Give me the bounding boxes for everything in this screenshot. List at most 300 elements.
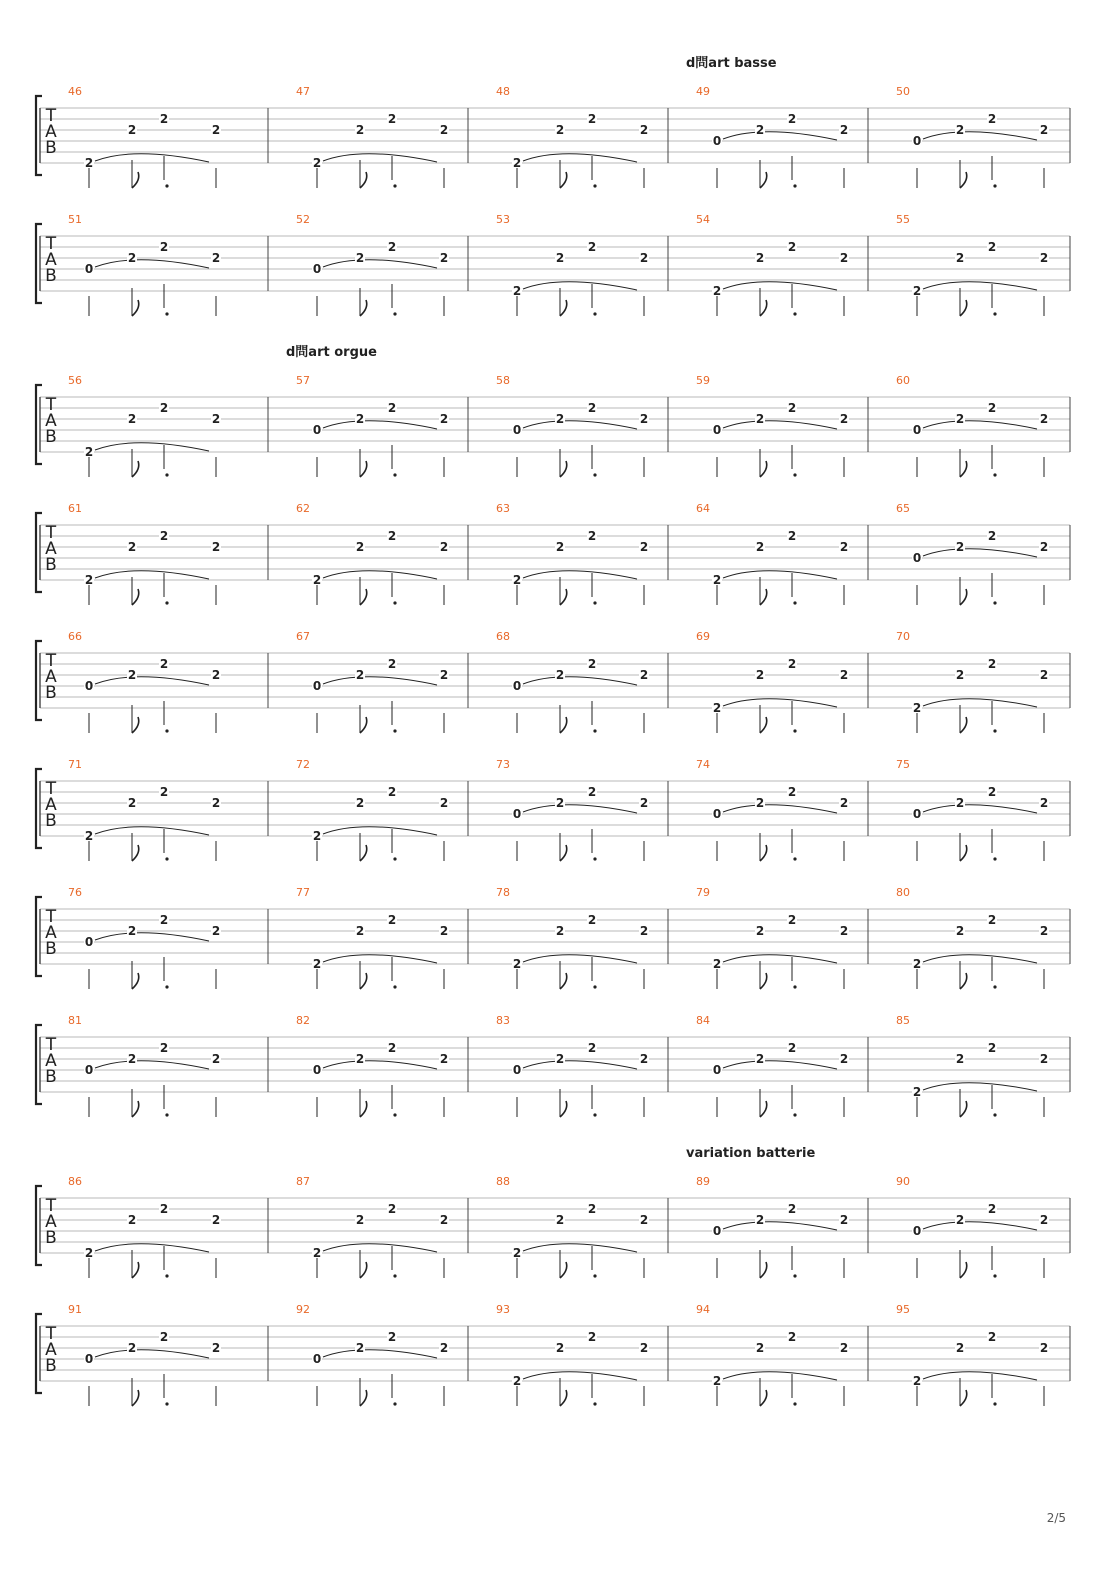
tab-clef-letter: T [45,234,57,254]
tab-clef-letter: A [45,539,57,559]
eighth-flag [132,172,139,188]
slur [723,955,837,963]
augmentation-dot [793,729,796,732]
fret-number: 2 [355,1341,365,1355]
measure [896,630,1049,733]
augmentation-dot [993,1402,996,1405]
measure [68,213,221,316]
fret-number: 2 [355,1052,365,1066]
fret-number: 2 [639,924,649,938]
measure-number: 60 [896,374,910,387]
fret-number: 2 [211,796,221,810]
fret-number: 2 [639,540,649,554]
fret-number: 2 [1039,251,1049,265]
slur [523,955,637,963]
fret-number: 2 [512,284,522,298]
measure [496,502,649,605]
fret-number: 2 [755,123,765,137]
tab-clef-letter: B [45,1228,57,1248]
measure [296,502,449,605]
fret-number: 2 [755,1213,765,1227]
fret-number: 2 [555,540,565,554]
fret-number: 2 [712,957,722,971]
fret-number: 2 [712,284,722,298]
fret-number: 2 [712,1374,722,1388]
slur [323,955,437,963]
fret-number: 2 [211,251,221,265]
eighth-flag [360,717,367,733]
fret-number: 2 [512,156,522,170]
fret-number: 2 [755,251,765,265]
augmentation-dot [793,985,796,988]
fret-number: 2 [439,924,449,938]
fret-number: 2 [555,1213,565,1227]
fret-number: 2 [555,412,565,426]
fret-number: 2 [787,1202,797,1216]
augmentation-dot [993,312,996,315]
fret-number: 2 [127,123,137,137]
tab-system [36,345,1070,477]
measure [296,1303,449,1406]
fret-number: 2 [955,796,965,810]
fret-number: 2 [987,1202,997,1216]
fret-number: 2 [1039,1052,1049,1066]
fret-number: 2 [211,924,221,938]
augmentation-dot [393,312,396,315]
fret-number: 2 [439,668,449,682]
measure [496,374,649,477]
fret-number: 2 [127,1213,137,1227]
fret-number: 2 [1039,796,1049,810]
fret-number: 2 [755,1341,765,1355]
eighth-flag [360,589,367,605]
augmentation-dot [793,601,796,604]
measure [68,85,221,188]
augmentation-dot [593,601,596,604]
fret-number: 2 [355,924,365,938]
tab-clef-letter: B [45,266,57,286]
fret-number: 2 [439,1213,449,1227]
eighth-flag [960,172,967,188]
fret-number: 0 [912,134,922,148]
eighth-flag [760,1390,767,1406]
measure [896,374,1049,477]
eighth-flag [560,461,567,477]
fret-number: 2 [587,657,597,671]
fret-number: 0 [84,679,94,693]
measure-number: 47 [296,85,310,98]
measure [496,1175,649,1278]
fret-number: 2 [127,1341,137,1355]
measure [68,1303,221,1406]
eighth-flag [132,300,139,316]
measure [68,886,221,989]
fret-number: 2 [987,785,997,799]
fret-number: 2 [439,796,449,810]
fret-number: 2 [839,924,849,938]
fret-number: 0 [712,1063,722,1077]
fret-number: 2 [839,251,849,265]
fret-number: 2 [839,412,849,426]
fret-number: 2 [1039,540,1049,554]
slur [723,699,837,707]
eighth-flag [560,589,567,605]
slur [723,805,837,813]
slur [723,421,837,429]
measure-number: 59 [696,374,710,387]
augmentation-dot [393,184,396,187]
augmentation-dot [593,1274,596,1277]
measure-number: 83 [496,1014,510,1027]
measure [68,758,221,861]
measure-number: 73 [496,758,510,771]
slur [723,1222,837,1230]
augmentation-dot [793,184,796,187]
fret-number: 2 [755,540,765,554]
slur [923,1222,1037,1230]
fret-number: 2 [159,112,169,126]
augmentation-dot [793,312,796,315]
slur [923,1083,1037,1091]
eighth-flag [960,461,967,477]
fret-number: 2 [712,701,722,715]
measure [296,758,449,861]
fret-number: 0 [712,807,722,821]
fret-number: 2 [387,529,397,543]
eighth-flag [132,1262,139,1278]
fret-number: 2 [839,1052,849,1066]
measure [696,502,849,605]
slur [95,827,209,835]
measure-number: 78 [496,886,510,899]
fret-number: 2 [159,1330,169,1344]
eighth-flag [132,1101,139,1117]
measure [496,886,649,989]
fret-number: 2 [987,529,997,543]
eighth-flag [960,1262,967,1278]
measure-number: 64 [696,502,710,515]
fret-number: 2 [587,785,597,799]
measure-number: 70 [896,630,910,643]
fret-number: 2 [639,1341,649,1355]
measure [496,1014,649,1117]
measure-number: 94 [696,1303,710,1316]
augmentation-dot [165,1402,168,1405]
eighth-flag [360,1390,367,1406]
slur [523,805,637,813]
fret-number: 2 [439,1052,449,1066]
fret-number: 2 [955,123,965,137]
eighth-flag [360,1101,367,1117]
fret-number: 0 [912,1224,922,1238]
augmentation-dot [593,1113,596,1116]
slur [95,154,209,162]
augmentation-dot [393,985,396,988]
fret-number: 0 [312,1352,322,1366]
eighth-flag [132,1390,139,1406]
fret-number: 2 [127,540,137,554]
augmentation-dot [593,312,596,315]
eighth-flag [560,845,567,861]
slur [923,421,1037,429]
fret-number: 2 [587,1041,597,1055]
fret-number: 2 [387,1330,397,1344]
slur [95,571,209,579]
augmentation-dot [993,857,996,860]
measure-number: 58 [496,374,510,387]
section-label: variation batterie [686,1146,816,1161]
measure-number: 84 [696,1014,710,1027]
fret-number: 2 [387,657,397,671]
fret-number: 2 [159,240,169,254]
tab-system [36,56,1070,188]
measure [296,886,449,989]
slur [523,154,637,162]
fret-number: 2 [987,401,997,415]
fret-number: 2 [587,1202,597,1216]
measure-number: 67 [296,630,310,643]
fret-number: 0 [912,551,922,565]
eighth-flag [132,845,139,861]
fret-number: 2 [839,796,849,810]
tab-clef-letter: B [45,683,57,703]
fret-number: 2 [839,540,849,554]
slur [95,1350,209,1358]
slur [923,1372,1037,1380]
eighth-flag [760,300,767,316]
measure [896,213,1049,316]
fret-number: 2 [355,540,365,554]
slur [723,132,837,140]
fret-number: 2 [439,540,449,554]
eighth-flag [560,717,567,733]
augmentation-dot [793,1402,796,1405]
slur [923,282,1037,290]
fret-number: 2 [987,240,997,254]
fret-number: 2 [555,668,565,682]
measure [296,213,449,316]
fret-number: 2 [159,1202,169,1216]
eighth-flag [560,1262,567,1278]
measure [896,1175,1049,1278]
tab-clef-letter: B [45,138,57,158]
tab-clef-letter: A [45,1212,57,1232]
fret-number: 2 [312,573,322,587]
fret-number: 2 [159,785,169,799]
fret-number: 2 [211,123,221,137]
fret-number: 2 [639,796,649,810]
fret-number: 2 [84,573,94,587]
fret-number: 2 [755,412,765,426]
fret-number: 2 [312,957,322,971]
tab-clef-letter: T [45,779,57,799]
tab-clef-letter: A [45,795,57,815]
fret-number: 2 [84,829,94,843]
slur [923,955,1037,963]
measure [68,374,221,477]
tab-system [36,1303,1070,1406]
measure-number: 68 [496,630,510,643]
fret-number: 2 [787,1041,797,1055]
eighth-flag [360,300,367,316]
fret-number: 2 [955,1213,965,1227]
measure-number: 69 [696,630,710,643]
slur [523,677,637,685]
tab-clef-letter: T [45,651,57,671]
fret-number: 2 [955,1341,965,1355]
eighth-flag [132,717,139,733]
measure [896,1014,1049,1117]
tab-clef-letter: A [45,250,57,270]
measure-number: 61 [68,502,82,515]
slur [523,421,637,429]
measure-number: 66 [68,630,82,643]
measure-number: 79 [696,886,710,899]
fret-number: 2 [84,445,94,459]
fret-number: 2 [555,1052,565,1066]
tab-clef-letter: B [45,939,57,959]
tab-system [36,1014,1070,1117]
eighth-flag [760,845,767,861]
eighth-flag [960,845,967,861]
fret-number: 2 [211,668,221,682]
slur [95,1061,209,1069]
tab-clef-letter: A [45,667,57,687]
fret-number: 2 [787,112,797,126]
tab-clef-letter: A [45,411,57,431]
fret-number: 0 [712,1224,722,1238]
measure [896,502,1049,605]
fret-number: 2 [127,924,137,938]
tab-clef-letter: B [45,555,57,575]
eighth-flag [760,1262,767,1278]
eighth-flag [760,1101,767,1117]
measure [68,1175,221,1278]
fret-number: 2 [312,1246,322,1260]
measure-number: 63 [496,502,510,515]
measure [296,85,449,188]
fret-number: 2 [159,1041,169,1055]
slur [523,1061,637,1069]
fret-number: 2 [912,284,922,298]
fret-number: 2 [787,657,797,671]
fret-number: 2 [912,1085,922,1099]
fret-number: 0 [712,134,722,148]
fret-number: 2 [84,1246,94,1260]
measure-number: 49 [696,85,710,98]
fret-number: 2 [587,913,597,927]
tab-system [36,758,1070,861]
measure [696,374,849,477]
slur [95,443,209,451]
tab-clef-letter: A [45,923,57,943]
eighth-flag [360,845,367,861]
augmentation-dot [993,1274,996,1277]
fret-number: 2 [787,1330,797,1344]
fret-number: 0 [84,935,94,949]
measure [296,374,449,477]
measure-number: 54 [696,213,710,226]
fret-number: 2 [787,401,797,415]
fret-number: 2 [387,112,397,126]
fret-number: 2 [839,123,849,137]
fret-number: 0 [512,1063,522,1077]
eighth-flag [760,172,767,188]
augmentation-dot [793,857,796,860]
slur [323,154,437,162]
eighth-flag [560,1390,567,1406]
measure-number: 95 [896,1303,910,1316]
fret-number: 2 [712,573,722,587]
fret-number: 2 [512,1246,522,1260]
eighth-flag [560,300,567,316]
measure-number: 50 [896,85,910,98]
measure-number: 90 [896,1175,910,1188]
fret-number: 2 [555,123,565,137]
fret-number: 2 [355,796,365,810]
augmentation-dot [993,473,996,476]
augmentation-dot [993,985,996,988]
fret-number: 2 [387,913,397,927]
augmentation-dot [165,312,168,315]
measure [896,758,1049,861]
measure [696,630,849,733]
slur [523,571,637,579]
augmentation-dot [593,473,596,476]
measure-number: 93 [496,1303,510,1316]
eighth-flag [760,461,767,477]
measure-number: 89 [696,1175,710,1188]
augmentation-dot [593,184,596,187]
measure [496,758,649,861]
fret-number: 2 [555,924,565,938]
measure-number: 76 [68,886,82,899]
fret-number: 2 [312,829,322,843]
measure-number: 57 [296,374,310,387]
fret-number: 0 [912,807,922,821]
fret-number: 2 [355,1213,365,1227]
fret-number: 2 [439,1341,449,1355]
augmentation-dot [593,985,596,988]
fret-number: 2 [355,412,365,426]
fret-number: 2 [439,412,449,426]
fret-number: 2 [127,412,137,426]
tab-clef-letter: T [45,1324,57,1344]
slur [95,933,209,941]
fret-number: 0 [512,679,522,693]
fret-number: 2 [211,412,221,426]
eighth-flag [960,300,967,316]
fret-number: 2 [587,112,597,126]
fret-number: 2 [127,1052,137,1066]
fret-number: 2 [159,401,169,415]
measure-number: 85 [896,1014,910,1027]
fret-number: 2 [211,1052,221,1066]
fret-number: 2 [639,1052,649,1066]
eighth-flag [360,172,367,188]
measure-number: 48 [496,85,510,98]
measure [496,1303,649,1406]
fret-number: 2 [987,112,997,126]
eighth-flag [360,1262,367,1278]
measure [696,1175,849,1278]
measure [296,630,449,733]
fret-number: 2 [955,924,965,938]
measure-number: 46 [68,85,82,98]
measure [68,630,221,733]
augmentation-dot [993,601,996,604]
augmentation-dot [793,473,796,476]
